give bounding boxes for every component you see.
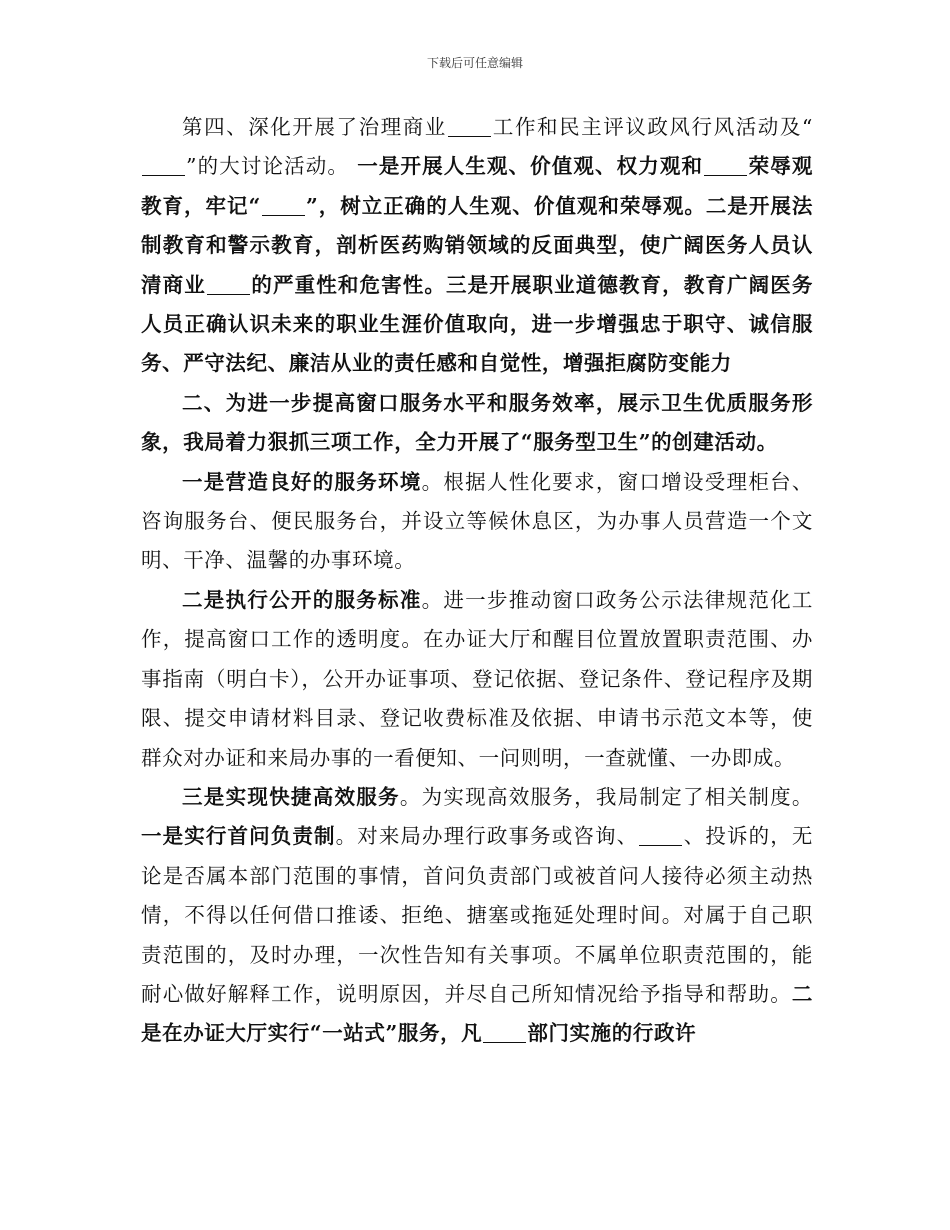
paragraph-1	[141, 108, 813, 384]
fill-blank	[262, 194, 305, 216]
page-header: 下载后可任意编辑	[426, 56, 523, 70]
paragraph-3	[141, 463, 813, 581]
p5-text-b: 一是实行首问负责制	[141, 824, 336, 849]
fill-blank	[207, 273, 250, 295]
fill-blank	[639, 825, 682, 847]
paragraph-2: 二、为进一步提高窗口服务水平和服务效率，展示卫生优质服务形象，我局着力狠抓三项工作，全力开展了“服务型卫生”的创建活动。	[141, 390, 813, 455]
p3-text: 。根据人性化要求，窗口增设受理柜台、咨询服务台、便民服务台，并设立等候休息区，为办事人员营造一个文明、干净、温馨的办事环境。	[141, 469, 813, 573]
p5-lead: 三是实现快捷高效服务	[182, 784, 400, 809]
document-body	[141, 108, 813, 1054]
p1-text-e: 荣辱观教育，牢记“	[141, 154, 813, 218]
fill-blank	[142, 155, 185, 177]
p5-text-d: 、投诉的，无论是否属本部门范围的事情，首问负责部门或被首问人接待必须主动热情，不得以任何借口推诿、拒绝、搪塞或拖延处理时间。对属于自己职责范围的，及时办理，一次性告知有关事项。不属单位职责范围的，能耐心做好解释工作，说明原因，并尽自己所知情况给予指导和帮助。	[141, 824, 813, 1006]
fill-blank	[448, 116, 491, 138]
fill-blank	[704, 155, 747, 177]
p5-text-f: 部门实施的行政许	[527, 1021, 697, 1046]
p5-text-a: 。为实现高效服务，我局制定了相关制度。	[399, 784, 814, 809]
p1-text-f: ”，树立正确的人生观、价值观和荣辱观。二是开展法制教育和警示教育，剖析医药购销领域的反面典型，使广阔医务人员认清商业	[141, 193, 813, 297]
p4-text: 。进一步推动窗口政务公示法律规范化工作，提高窗口工作的透明度。在办证大厅和醒目位置放置职责范围、办事指南（明白卡），公开办证事项、登记依据、登记条件、登记程序及期限、提交申请材料目录、登记收费标准及依据、申请书示范文本等，使群众对办证和来局办事的一看便知、一问则明，一查就懂、一办即成。	[141, 587, 813, 770]
p1-text-c: ”的大讨论活动。	[186, 154, 349, 179]
paragraph-5	[141, 778, 813, 1054]
p5-text-c: 。对来局办理行政事务或咨询、	[335, 824, 639, 849]
p4-lead: 二是执行公开的服务标准	[182, 587, 422, 612]
paragraph-4	[141, 581, 813, 778]
p1-text-b: 工作和民主评议政风行风活动及“	[491, 115, 813, 139]
p3-lead: 一是营造良好的服务环境	[182, 469, 422, 494]
p5-text-e: 二是在办证大厅实行“一站式”服务，凡	[141, 981, 813, 1046]
p1-text-d: 一是开展人生观、价值观、权力观和	[357, 154, 704, 179]
p1-text-g: 的严重性和危害性。三是开展职业道德教育，教育广阔医务人员正确认识未来的职业生涯价值取向，进一步增强忠于职守、诚信服务、严守法纪、廉洁从业的责任感和自觉性，增强拒腐防变能力	[141, 272, 813, 376]
fill-blank	[483, 1022, 526, 1044]
p1-text-a: 第四、深化开展了治理商业	[182, 115, 447, 139]
